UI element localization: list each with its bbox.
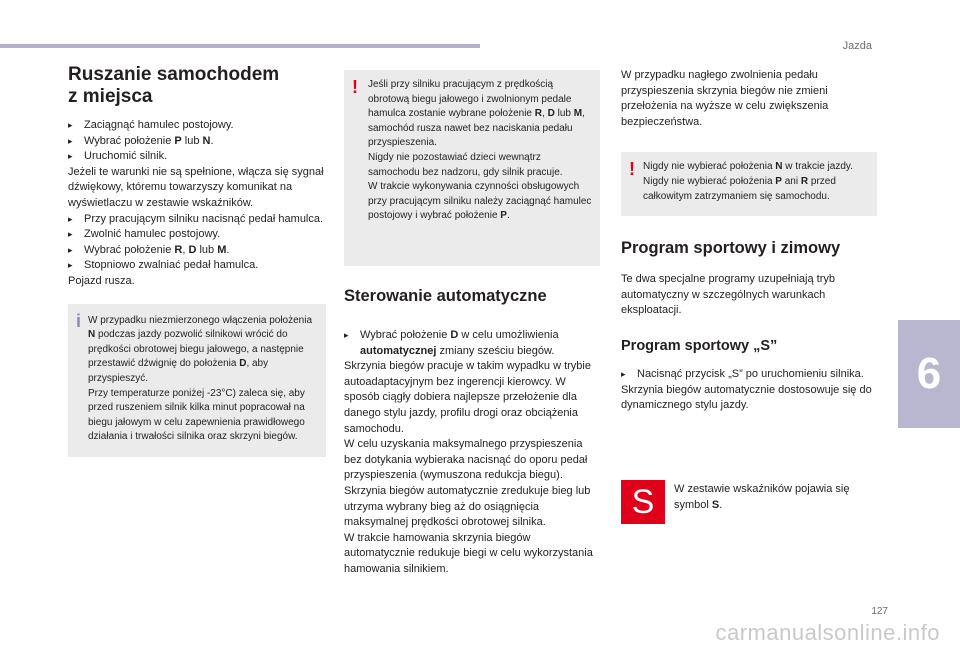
paragraph: Pojazd rusza.: [68, 274, 135, 287]
warning-box: ! Nigdy nie wybierać położenia N w trakcie jazdy. Nigdy nie wybierać położenia P ani R przed całkowitym zatrzymaniem się samochodu.: [621, 152, 877, 216]
chapter-tab: 6: [898, 320, 960, 428]
info-box: i W przypadku niezmierzonego włączenia położenia N podczas jazdy pozwolić silnikowi wrócić do prędkości obrotowej biegu jałowego, a następnie przestawić dźwignię do położenia D, aby przyspieszyć. Przy temperaturze poniżej -23°C) zaleca się, aby przed ruszeniem silnik kilka minut popracował na biegu jałowym w celu zapewnienia prawidłowego działania i trwałości silnika oraz skrzyni biegów.: [68, 304, 326, 457]
header-bar: [0, 44, 480, 48]
paragraph: W celu uzyskania maksymalnego przyspieszenia bez dotykania wybieraka nacisnąć do oporu pedał przyspieszenia (wymuszona redukcja biegu). Skrzynia biegów automatycznie zredukuje bieg lub utrzyma wybrany bieg aż do osiągnięcia maksymalnej prędkości obrotowej silnika.: [344, 438, 591, 529]
bullet-icon: ▸: [68, 244, 73, 255]
info-icon: i: [76, 310, 82, 331]
column-1: [68, 64, 326, 457]
paragraph: Te dwa specjalne programy uzupełniają tryb automatyczny w szczególnych warunkach eksploatacji.: [621, 273, 836, 317]
list-item: ▸ Wybrać położenie R, D lub M.: [68, 243, 326, 259]
section-heading: Ruszanie samochodem z miejsca: [68, 64, 280, 107]
list-item: ▸ Zaciągnąć hamulec postojowy.: [68, 118, 326, 134]
warning-box: ! Jeśli przy silniku pracującym z prędkością obrotową biegu jałowego i zwolnionym pedale hamulca zostanie wybrane położenie R, D lub M, samochód rusza nawet bez naciskania pedału przyspieszenia. Nigdy nie pozostawiać dzieci wewnątrz samochodu bez nadzoru, gdy silnik pracuje. W trakcie wykonywania czynności obsługowych przy pracującym silniku należy zaciągnąć hamulec postojowy i wybrać położenie P.: [344, 70, 600, 266]
list-item: ▸ Nacisnąć przycisk „S” po uruchomieniu silnika.: [621, 367, 877, 383]
bullet-icon: ▸: [68, 135, 73, 146]
sport-mode-s-icon: S: [621, 480, 665, 524]
bullet-icon: ▸: [68, 120, 73, 130]
column-2: [344, 70, 600, 578]
list-item: ▸ Przy pracującym silniku nacisnąć pedał hamulca.: [68, 212, 326, 228]
bullet-icon: ▸: [344, 330, 349, 340]
paragraph: W przypadku nagłego zwolnienia pedału przyspieszenia skrzynia biegów nie zmieni przełożenia na wyższe w celu zwiększenia bezpieczeństwa.: [621, 69, 829, 128]
page-number: 127: [871, 606, 888, 617]
paragraph: Skrzynia biegów automatycznie dostosowuje się do dynamicznego stylu jazdy.: [621, 383, 872, 412]
section-heading: Sterowanie automatyczne: [344, 287, 547, 305]
list-item: ▸ Uruchomić silnik.: [68, 149, 326, 165]
section-title: Jazda: [842, 40, 872, 52]
list-item: ▸ Stopniowo zwalniać pedał hamulca.: [68, 258, 326, 274]
list-item: ▸ Wybrać położenie D w celu umożliwienia automatycznej zmiany sześciu biegów.: [344, 328, 600, 359]
s-indicator-text: W zestawie wskaźników pojawia się symbol S.: [674, 483, 850, 511]
warning-icon: !: [352, 77, 358, 97]
bullet-icon: ▸: [68, 229, 73, 240]
paragraph: Jeżeli te warunki nie są spełnione, włącza się sygnał dźwiękowy, któremu towarzyszy komunikat na wyświetlaczu w zestawie wskaźników.: [68, 165, 324, 209]
paragraph: W trakcie hamowania skrzynia biegów automatycznie redukuje biegi w celu wykorzystania hamowania silnikiem.: [344, 531, 593, 575]
bullet-icon: ▸: [68, 260, 73, 271]
subsection-heading: Program sportowy „S”: [621, 337, 778, 354]
list-item: ▸ Wybrać położenie P lub N.: [68, 134, 326, 150]
section-heading: Program sportowy i zimowy: [621, 239, 841, 258]
bullet-icon: ▸: [621, 368, 626, 379]
paragraph: Skrzynia biegów pracuje w takim wypadku w trybie autoadaptacyjnym bez ingerencji kierowcy. W sposób ciągły dobiera najlepsze przełożenie dla danego stylu jazdy, profilu drogi oraz obciążenia samochodu.: [344, 360, 591, 435]
bullet-icon: ▸: [68, 151, 73, 162]
bullet-icon: ▸: [68, 213, 73, 224]
list-item: ▸ Zwolnić hamulec postojowy.: [68, 227, 326, 243]
watermark: carmanualsonline.info: [715, 620, 940, 645]
column-3: [621, 68, 877, 414]
warning-icon: !: [629, 159, 635, 180]
